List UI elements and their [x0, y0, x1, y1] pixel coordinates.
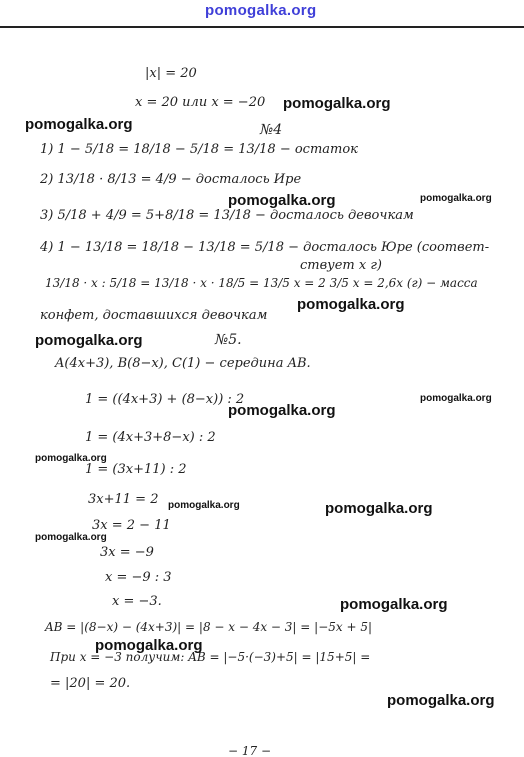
site-link[interactable]: pomogalka.org	[205, 2, 317, 19]
solution-line: A(4x+3), B(8−x), C(1) − середина AB.	[55, 356, 311, 371]
watermark: pomogalka.org	[283, 95, 391, 112]
task-number: №5.	[215, 332, 242, 348]
watermark: pomogalka.org	[340, 596, 448, 613]
watermark: pomogalka.org	[168, 500, 240, 511]
solution-line: 3) 5/18 + 4/9 = 5+8/18 = 13/18 − досталось девочкам	[40, 208, 414, 223]
watermark: pomogalka.org	[387, 692, 495, 709]
watermark: pomogalka.org	[420, 393, 492, 404]
watermark: pomogalka.org	[25, 116, 133, 133]
solution-line: 4) 1 − 13/18 = 18/18 − 13/18 = 5/18 − досталось Юре (соответ-	[40, 240, 490, 255]
solution-line: При x = −3 получим: AB = |−5·(−3)+5| = |15+5| =	[50, 650, 371, 664]
watermark: pomogalka.org	[35, 532, 107, 543]
watermark: pomogalka.org	[95, 637, 203, 654]
solution-line: AB = |(8−x) − (4x+3)| = |8 − x − 4x − 3| = |−5x + 5|	[45, 620, 373, 634]
solution-line: 3x+11 = 2	[88, 492, 159, 507]
watermark: pomogalka.org	[228, 402, 336, 419]
solution-line: 3x = −9	[100, 545, 154, 560]
solution-line: 2) 13/18 · 8/13 = 4/9 − досталось Ире	[40, 172, 302, 187]
solution-line: |x| = 20	[145, 66, 197, 81]
watermark: pomogalka.org	[35, 332, 143, 349]
solution-line: 1) 1 − 5/18 = 18/18 − 5/18 = 13/18 − остаток	[40, 142, 358, 157]
solution-line: 13/18 · x : 5/18 = 13/18 · x · 18/5 = 13/5 x = 2 3/5 x = 2,6x (г) − масса	[45, 276, 478, 290]
solution-line: 1 = (4x+3+8−x) : 2	[85, 430, 216, 445]
solution-line: = |20| = 20.	[50, 676, 131, 691]
solution-line: ствует x г)	[300, 258, 382, 273]
solution-line: 1 = ((4x+3) + (8−x)) : 2	[85, 392, 245, 407]
solution-line: конфет, доставшихся девочкам	[40, 308, 268, 323]
solution-line: 1 = (3x+11) : 2	[85, 462, 187, 477]
solution-line: x = −9 : 3	[105, 570, 172, 585]
watermark: pomogalka.org	[420, 193, 492, 204]
solution-line: x = 20 или x = −20	[135, 95, 266, 110]
page-number: − 17 −	[228, 744, 272, 757]
page-header	[0, 0, 524, 28]
task-number: №4	[260, 122, 283, 138]
watermark: pomogalka.org	[228, 192, 336, 209]
watermark: pomogalka.org	[35, 453, 107, 464]
solution-line: 3x = 2 − 11	[92, 518, 171, 533]
solution-line: x = −3.	[112, 594, 162, 609]
watermark: pomogalka.org	[297, 296, 405, 313]
watermark: pomogalka.org	[325, 500, 433, 517]
